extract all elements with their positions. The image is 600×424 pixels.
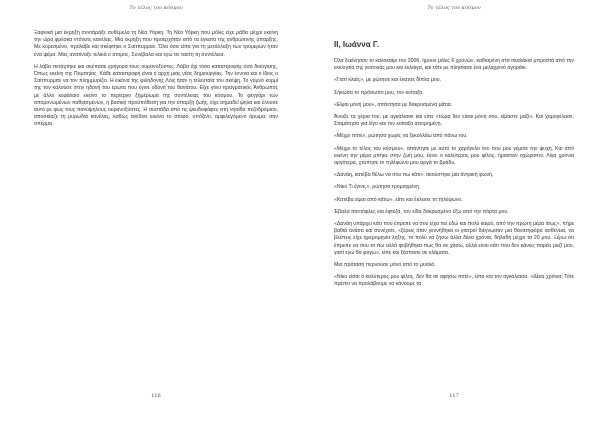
chapter-title: ΙΙ, Ιωάννα Γ. [334,40,379,49]
running-head-left: Το τέλος του κόσμου [129,5,183,11]
right-page-body [334,58,574,294]
paragraph: Όλα ξεκίνησαν το καλοκαίρι του 2006, ήμουν μόλις 6 χρονών, καθισμένη στα σκαλάκια μπροστά από την εκκλησία της γειτονιάς μου και έκλαιγα, και τότε με πλησίασε ένα μελαχρινό αγοράκι. [334,58,574,72]
paragraph: «Νίκο Τι έγινε;», ρώτησα τρομαγμένη. [334,184,421,191]
paragraph: Η λάβα πετάχτηκε και σκέπασε γρήγορα τους ουρανοξύστες. Λάβα όχι τόσο καταστροφής όσο διαύγισης. Όπως εκείνη της Πομπηίας. Κάθε καταστροφή είναι η αρχή μιας νέας δημιουργίας. Την έννοια και ο ίδιος ο Σαίτπυρμαν να τον πλημμυρίζει. Η εικόνα της φιλήδονης Λόις ήταν η τελευταία του σκέψη. Το γυμνό κορμί της τον καλούσε στην ηδονή του έρωτα που έγινε οδύνη του θανάτου. Είχε γίνει πραγματικός Άνθρωπος με άλλο κεφάλαιο εκείνο το περίεργο ξημέρωμα της συντέλειας του κόσμου. Το φεγγάρι των απομονωμένων παθιασμένων, η βασική προϋπόθεση για την ύπαρξη ζωής, είχε σημαδεί ψηλά και έλουσε αυτό με φως τους πανύψηλους ουρανοξύστες. Η συστάδα από τις ψευδοφάφες στη νησίδα πεζοδρόμιου, αποσκίαζε τη μυρωδιά κανέλας, καθώς ανέδινε εκείνο το στυφό, υπόξινο, αμφιλεγόμενο άρωμα, σαν σπέρμα. [34,63,278,128]
paragraph: «Είμαι μόνη μου», απάντησα με δακρυσμένα μάτια. [334,101,453,108]
running-head-right: Το τέλος του κόσμου [427,5,481,11]
paragraph: Ξαφνικά μια έκρηξη συντάραξε συθέμελα τη Νέα Υόρκη. Τη Νέα Υόρκη που μόλις είχε μάθει μέχρι εκείνη την ώρα φρέσκα ντόνατς κανέλας. Μια έκρηξη που προερχόταν από τα έγκατα της ανθρώπινης ύπαρξης. Με κορεσμένο, πρόλαβε και σκέφτηκε ο Σαίτπυρμαν. Όλα όσα είπα για τη μετάλλαξη των τρομερών ήταν ένα ψέμα. Μας ανατίναξε τελικά ο άτομος. Συνέβαλα και εγώ σε ταύτη τη συντέλεια. [34,30,278,58]
page-number-right: 117 [449,393,459,399]
right-page [300,0,600,424]
paragraph: Άνοιξε τα χέρια του, με αγκάλιασε και είπε «τώρα δεν είσαι μόνη σου, είμαστε μαζί». Και χαμογέλασε. Σταμάτησα για λίγο και τον κοίταξα απορημένη. [334,114,574,128]
paragraph: «Μέχρι το τέλος του κόσμου», απάντησε με αυτό το χαμόγελο του που μου γέμισε την ψυχή. Και από εκείνη την μέρα μπήκε στην ζωή μου, έγινε ο καλύτερος μου φίλος, ήμασταν αχώριστοι. Λίγα χρόνια αργότερα, χτύπησε το τηλέφωνο μου αργά το βράδυ. [334,145,574,167]
page-number-left: 116 [151,393,161,399]
paragraph: «Δανάη, κατέβα θέλω να σου πω κάτι», ακούστηκε μια άντρική φωνή. [334,172,494,179]
left-page-body [34,30,278,134]
paragraph: Μια πρόταση περνούσε μόνο από το μυαλό. [334,262,436,269]
paragraph: «Κατέβα είμαι από κάτω», είπε και έκλεισε το τηλέφωνο. [334,196,463,203]
paragraph: «Νίκο είσαι ο καλύτερος μου φίλος, δεν θα σε αφήσω ποτέ», είπα και τον αγκάλιασα. «Δέκα χρόνια; Τότε πρέπει να προλάβουμε να κάνουμε τα [334,274,574,288]
paragraph: «Μέχρι πότε», ρώτησα χωρίς να ξεκολλάω από πάνω του. [334,133,468,140]
paragraph: «Γιατί κλαίς», με ρώτησε και έκατσε δίπλα μου. [334,77,442,84]
paragraph: Έβαλα παντόφλες και έφτεξα, τον είδα δακρυσμένο έξω από την πόρτα μου. [334,208,509,215]
paragraph: «Δανάη υπάρχει κάτι που έπρεπε να σου είχα πει εδώ και πολύ καιρό, από την πρώτη μέρα ίσως», πήρε βαθιά ανάσα και συνέχισε, «ξέρεις όταν γεννήθηκα οι γιατροί διέγνωσαν μια θανατηφόρα ασθένεια, να βλέπεις είχε ημερομηνία λήξης, το πολύ να ζήσω άλλα δέκα χρόνια, δηλαδή μέχρι τα 20 μου. Ξέρω ότι έπρεπε να σου το πω αλλά φοβήθηκα πως θα σε χάσω, αλλά είναι κάτι που δεν κάνεις παρέα μαζί μου, γιατί εγώ θα φύγω», είπε και ξέσπασε σε κλάματα. [334,221,574,256]
paragraph: Σήκωσα το πρόσωπο μου, τον κοίταξα. [334,89,424,96]
